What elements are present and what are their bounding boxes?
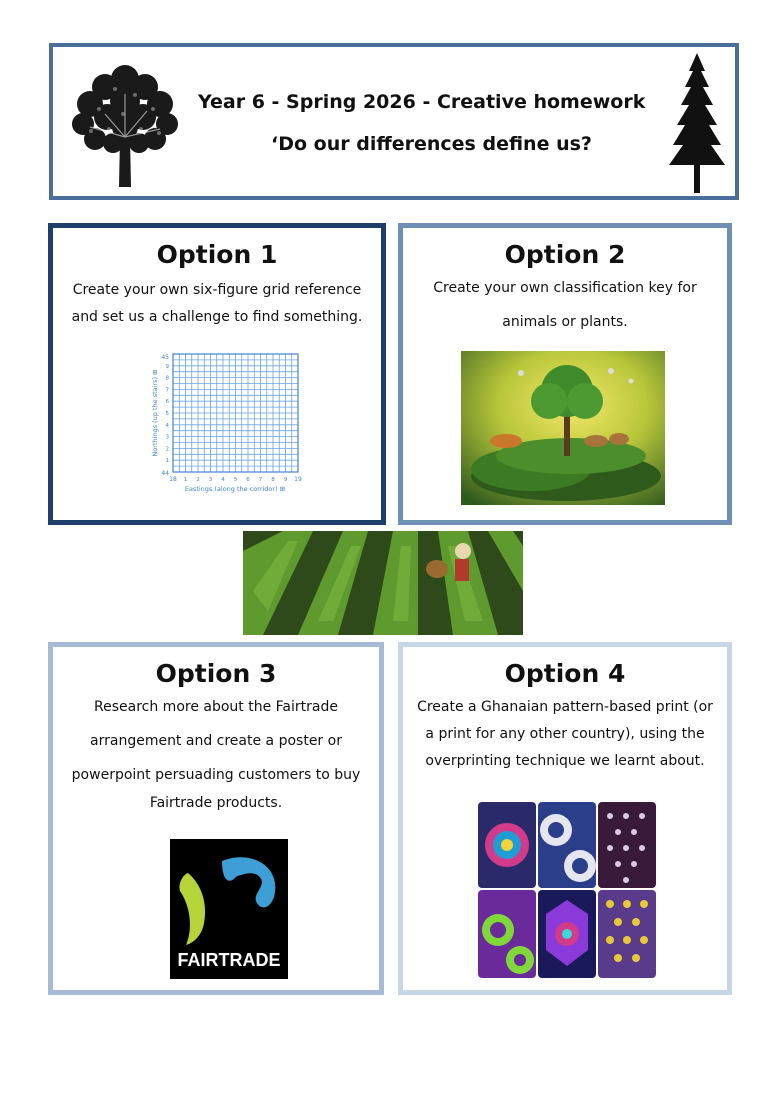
grid-x-tick: 1 [183,477,188,483]
header-banner [49,43,739,200]
grid-y-tick: 9 [165,363,169,370]
option-3-card [48,642,384,995]
grid-y-tick: 8 [165,375,169,382]
grid-x-tick: 4 [221,477,225,483]
option-2-title: Option 2 [504,240,626,269]
grid-x-tick: 2 [196,477,200,483]
option-3-title: Option 3 [155,659,277,688]
grid-y-axis-label: Northings (up the stairs) ⊞ [151,369,159,457]
option-1-card [48,223,386,525]
grid-x-tick: 8 [271,477,275,483]
grid-x-tick: 9 [283,477,288,483]
grid-y-tick: 5 [165,411,169,417]
option-3-text-line: powerpoint persuading customers to buy [71,767,361,783]
grid-x-axis-label: Eastings (along the corridor) ⊞ [184,485,286,493]
option-2-text-line: animals or plants. [502,314,628,330]
option-3-text-line: Fairtrade products. [149,795,283,811]
option-4-text-line: overprinting technique we learnt about. [425,753,705,769]
grid-x-tick: 7 [258,477,263,483]
option-4-card [398,642,732,995]
pine-tree-icon [665,53,729,193]
option-3-text-line: arrangement and create a poster or [90,733,342,749]
nature-hand-image [461,351,665,505]
ghanaian-prints-image [476,800,658,980]
grid-y-tick: 3 [165,434,169,441]
option-3-text-line: Research more about the Fairtrade [94,699,338,715]
grid-y-tick: 1 [165,458,169,465]
grid-y-top: 45 [161,354,169,361]
fairtrade-mark-icon [170,839,288,949]
option-1-title: Option 1 [156,240,278,269]
fairtrade-logo [170,839,288,979]
oak-tree-icon [65,59,185,187]
homework-title: Year 6 - Spring 2026 - Creative homework [198,91,646,113]
option-4-text-line: a print for any other country), using the [425,726,705,742]
homework-question: ‘Do our differences define us? [271,133,592,155]
option-1-text-line: and set us a challenge to find something. [71,309,363,325]
grid-reference-image [145,350,305,500]
option-2-text-line: Create your own classification key for [433,280,697,296]
grid-y-tick: 7 [165,387,169,394]
tea-plantation-image [243,531,523,635]
option-4-title: Option 4 [504,659,626,688]
option-2-card [398,223,732,525]
grid-y-tick: 4 [165,422,169,429]
grid-x-tick: 6 [246,477,250,483]
option-4-text-line: Create a Ghanaian pattern-based print (or [417,699,713,715]
fairtrade-label: FAIRTRADE [177,950,281,970]
grid-y-tick: 2 [165,446,169,453]
grid-x-left: 18 [169,476,177,483]
grid-x-tick: 5 [233,477,238,483]
grid-x-right: 19 [294,476,302,483]
grid-x-tick: 3 [208,477,213,483]
grid-y-bottom: 44 [161,470,169,477]
option-1-text-line: Create your own six-figure grid reference [72,282,362,298]
grid-y-tick: 6 [165,399,169,406]
